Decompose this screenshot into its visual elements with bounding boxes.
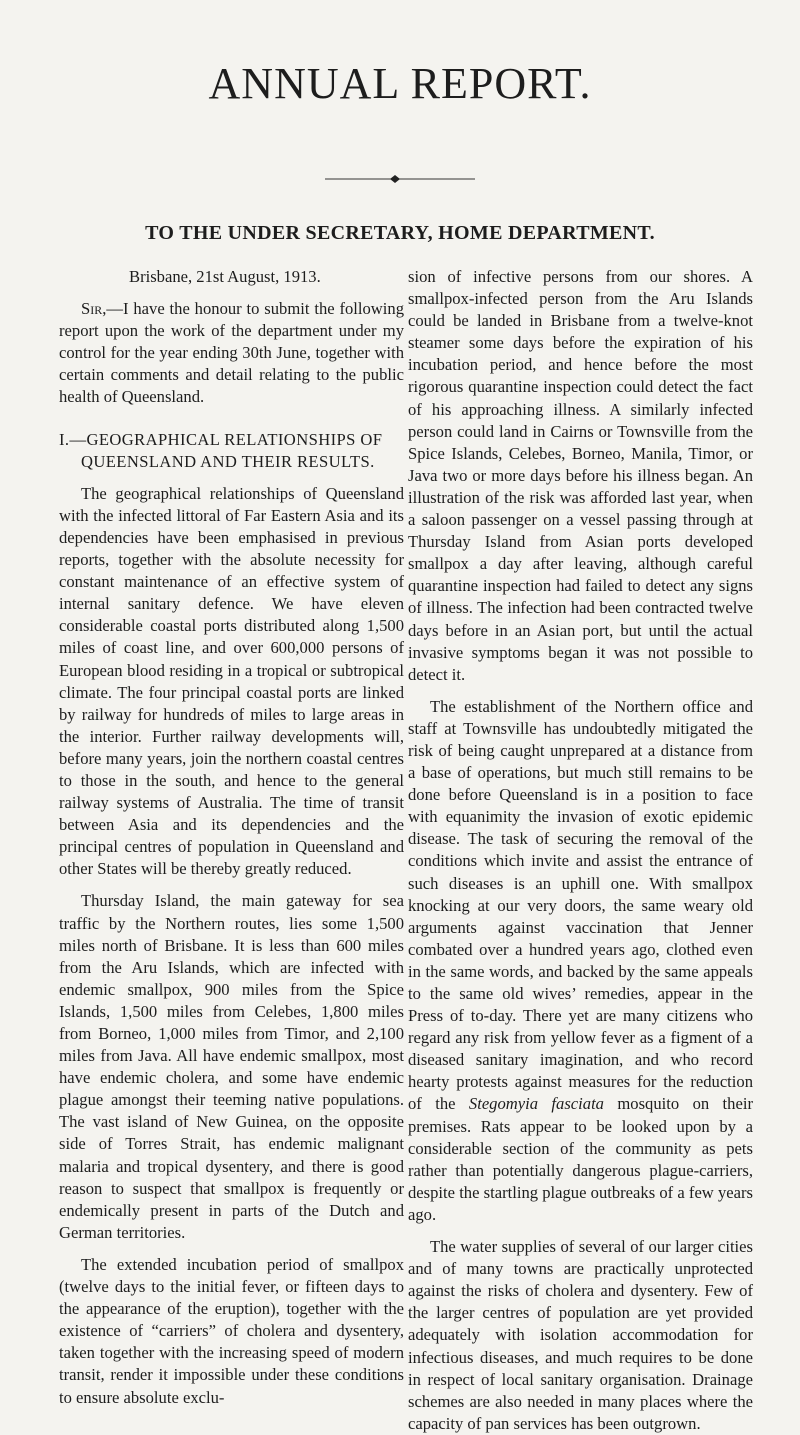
paragraph-incubation-continued: sion of infective persons from our shores. A smallpox-infected person from the Aru Islands could be landed in Brisbane from a twelve-knot steamer some days before the expiration of his incubation period, and hence before the most rigorous quarantine inspection could detect the fact of his approaching illness. A similarly infected person could land in Cairns or Townsville from the Spice Islands, Celebes, Borneo, Manila, Timor, or Java two or more days before his illness began. An illustration of the risk was afforded last year, when a saloon passenger on a vessel passing through at Thursday Island from Asian ports developed smallpox a day after leaving, although careful quarantine inspection had failed to detect any signs of illness. The infection had been contracted twelve days before in an Asian port, but until the actual invasive symptoms began it was not possible to detect it. <box>408 267 753 684</box>
paragraph-northern-office <box>408 696 753 1226</box>
dateline: Brisbane, 21st August, 1913. <box>129 267 321 286</box>
section-heading-line-2: QUEENSLAND AND THEIR RESULTS. <box>81 451 375 471</box>
addressee-heading: TO THE UNDER SECRETARY, HOME DEPARTMENT. <box>145 222 655 244</box>
paragraph-geography: The geographical relationships of Queensland with the infected littoral of Far Eastern Asia and its dependencies have been emphasised in previous reports, together with the absolute necessity for constant maintenance of an effective system of internal sanitary defence. We have eleven considerable coastal ports distributed along 1,500 miles of coast line, and over 600,000 persons of European blood residing in a tropical or subtropical climate. The four principal coastal ports are linked by railway for hundreds of miles to large areas in the interior. Further railway developments will, before many years, join the northern coastal centres to those in the south, and hence to the general railway systems of Australia. The time of transit between Asia and its dependencies and the principal centres of population in Queensland and other States will be thereby greatly reduced. <box>59 483 404 879</box>
left-column <box>59 266 404 1409</box>
northern-office-text: The establishment of the Northern office and staff at Townsville has undoubtedly mitigated the risk of being caught unprepared at a distance from a base of operations, but much still remains to be done before Queensland is in a position to face with equanimity the invasion of exotic epidemic disease. The task of securing the removal of the conditions which invite and assist the entrance of such diseases is an uphill one. With smallpox knocking at our very doors, the same weary old arguments against vaccination that Jenner combated over a hundred years ago, clothed even in the same words, and backed by the same appeals to the same old wives’ remedies, appear in the Press of to-day. There yet are many citizens who regard any risk from yellow fever as a figment of a diseased sanitary imagination, and who record hearty protests against measures for the reduction of the <box>408 696 753 1114</box>
report-title: ANNUAL REPORT. <box>208 59 592 108</box>
right-column <box>408 266 753 1435</box>
paragraph-incubation: The extended incubation period of smallpox (twelve days to the initial fever, or fifteen days to the appearance of the eruption), together with the existence of “carriers” of cholera and dysentery, taken together with the increasing speed of modern transit, render it impossible under these conditions to ensure absolute exclu- <box>59 1254 404 1407</box>
paragraph-water-supplies: The water supplies of several of our larger cities and of many towns are practically unprotected against the risks of cholera and dysentery. Few of the larger centres of population are yet provided adequately with isolation accommodation for infectious diseases, and much requires to be done in respect of local sanitary organisation. Drainage schemes are also needed in many places where the capacity of pan services has been outgrown. <box>408 1237 753 1433</box>
opening-paragraph <box>59 298 404 408</box>
salutation: Sir, <box>81 299 107 319</box>
paragraph-thursday-island: Thursday Island, the main gateway for sea traffic by the Northern routes, lies some 1,500 miles north of Brisbane. It is less than 600 miles from the Aru Islands, which are infected with endemic smallpox, 900 miles from the Spice Islands, 1,500 miles from Celebes, 1,800 miles from Borneo, 1,000 miles from Timor, and 2,100 miles from Java. All have endemic smallpox, most have endemic cholera, and some have endemic plague amongst their teeming native populations. The vast island of New Guinea, on the opposite side of Torres Strait, has endemic malignant malaria and tropical dysentery, and there is good reason to suspect that smallpox is frequently or endemically present in parts of the Dutch and German territories. <box>59 891 404 1242</box>
intro-text: —I have the honour to submit the following report upon the work of the department under my control for the year ending 30th June, together with certain comments and detail relating to the public health of Queensland. <box>59 299 404 407</box>
northern-office-text-end: mosquito on their premises. Rats appear to be looked upon by a considerable section of the community as pets rather than potentially dangerous plague-carriers, despite the startling plague outbreaks of a few years ago. <box>408 1094 753 1224</box>
ornamental-divider <box>325 172 475 186</box>
section-heading-line-1: I.—GEOGRAPHICAL RELATIONSHIPS OF <box>59 429 383 449</box>
mosquito-species-name: Stegomyia fasciata <box>468 1094 604 1114</box>
section-heading <box>59 429 404 473</box>
